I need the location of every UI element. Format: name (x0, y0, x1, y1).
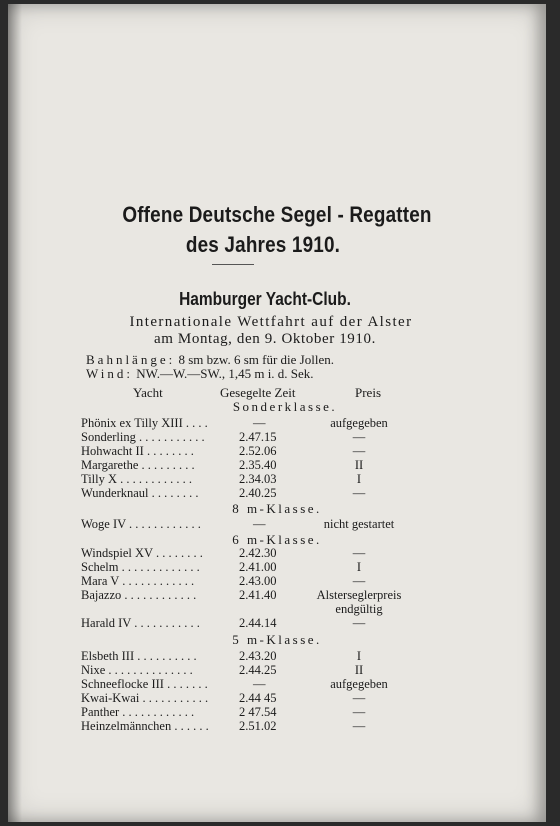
book-page (8, 4, 546, 822)
sailed-time: 2.43.00 (239, 573, 277, 588)
yacht-name: Mara V . . . . . . . . . . . . (81, 573, 195, 588)
prize-note: endgültig (335, 601, 383, 616)
yacht-name: Windspiel XV . . . . . . . . (81, 546, 203, 560)
yacht-name: Sonderling . . . . . . . . . . . (81, 429, 205, 444)
document-title-line2: des Jahres 1910. (185, 232, 341, 257)
class-heading: 6 m-Klasse. (232, 532, 322, 547)
prize: — (352, 718, 366, 733)
prize: nicht gestartet (323, 517, 395, 531)
sailed-time: 2.41.00 (239, 559, 277, 574)
class-heading: 5 m-Klasse. (232, 632, 322, 647)
yacht-name: Nixe . . . . . . . . . . . . . . (81, 662, 193, 677)
prize: II (354, 662, 364, 677)
yacht-name: Elsbeth III . . . . . . . . . . (81, 649, 197, 663)
course-label: Bahnlänge: (86, 352, 176, 367)
course-value: 8 sm bzw. 6 sm für die Jollen. (178, 352, 334, 367)
prize: — (352, 615, 366, 630)
prize: — (352, 704, 366, 719)
sailed-time: 2.44.25 (239, 662, 277, 677)
sailed-time: 2.43.20 (239, 649, 277, 663)
sailed-time: — (253, 676, 266, 691)
document-title-line1: Offene Deutsche Segel - Regatten (122, 202, 432, 227)
yacht-name: Wunderknaul . . . . . . . . (81, 485, 199, 500)
yacht-name: Phönix ex Tilly XIII . . . . (81, 416, 208, 430)
sailed-time: 2.44 45 (239, 690, 277, 705)
class-heading: 8 m-Klasse. (232, 501, 322, 516)
yacht-name: Hohwacht II . . . . . . . . (81, 443, 194, 458)
prize: — (352, 546, 366, 560)
prize: — (352, 485, 366, 500)
column-header-yacht: Yacht (133, 385, 163, 400)
club-heading: Hamburger Yacht-Club. (179, 289, 351, 309)
yacht-name: Margarethe . . . . . . . . . (81, 457, 195, 472)
yacht-name: Panther . . . . . . . . . . . . (81, 704, 195, 719)
class-heading: Sonderklasse. (232, 399, 338, 414)
prize: aufgegeben (330, 676, 388, 691)
column-header-time: Gesegelte Zeit (220, 385, 296, 400)
wind-value: NW.—W.—SW., 1,45 m i. d. Sek. (136, 366, 314, 381)
column-header-prize: Preis (355, 385, 381, 400)
sailed-time: 2.51.02 (239, 718, 277, 733)
sailed-time: 2.40.25 (239, 485, 277, 500)
prize: — (352, 573, 366, 588)
wind-label: Wind: (86, 366, 133, 381)
wind-info (86, 366, 314, 382)
yacht-name: Woge IV . . . . . . . . . . . . (81, 517, 201, 531)
sailed-time: 2.52.06 (239, 443, 277, 458)
yacht-name: Harald IV . . . . . . . . . . . (81, 615, 200, 630)
sailed-time: 2.47.15 (239, 429, 277, 444)
sailed-time: 2 47.54 (239, 704, 277, 719)
sailed-time: 2.44.14 (239, 615, 277, 630)
event-line-1: Internationale Wettfahrt auf der Alster (129, 314, 413, 330)
prize: — (352, 690, 366, 705)
prize: — (352, 443, 366, 458)
prize: — (352, 429, 366, 444)
yacht-name: Schneeflocke III . . . . . . . (81, 676, 208, 691)
sailed-time: 2.34.03 (239, 471, 277, 486)
sailed-time: 2.42.30 (239, 546, 277, 560)
prize: I (356, 471, 362, 486)
prize: Alsterseglerpreis (316, 587, 402, 602)
title-divider (212, 264, 254, 265)
sailed-time: — (253, 416, 266, 430)
prize: II (354, 457, 364, 472)
yacht-name: Schelm . . . . . . . . . . . . . (81, 559, 200, 574)
yacht-name: Tilly X . . . . . . . . . . . . (81, 471, 193, 486)
sailed-time: 2.41.40 (239, 587, 277, 602)
event-line-2: am Montag, den 9. Oktober 1910. (154, 331, 376, 347)
prize: I (356, 649, 362, 663)
yacht-name: Kwai-Kwai . . . . . . . . . . . (81, 690, 209, 705)
sailed-time: — (253, 517, 266, 531)
yacht-name: Heinzelmännchen . . . . . . (81, 718, 209, 733)
sailed-time: 2.35.40 (239, 457, 277, 472)
yacht-name: Bajazzo . . . . . . . . . . . . (81, 587, 197, 602)
prize: I (356, 559, 362, 574)
prize: aufgegeben (330, 416, 388, 430)
